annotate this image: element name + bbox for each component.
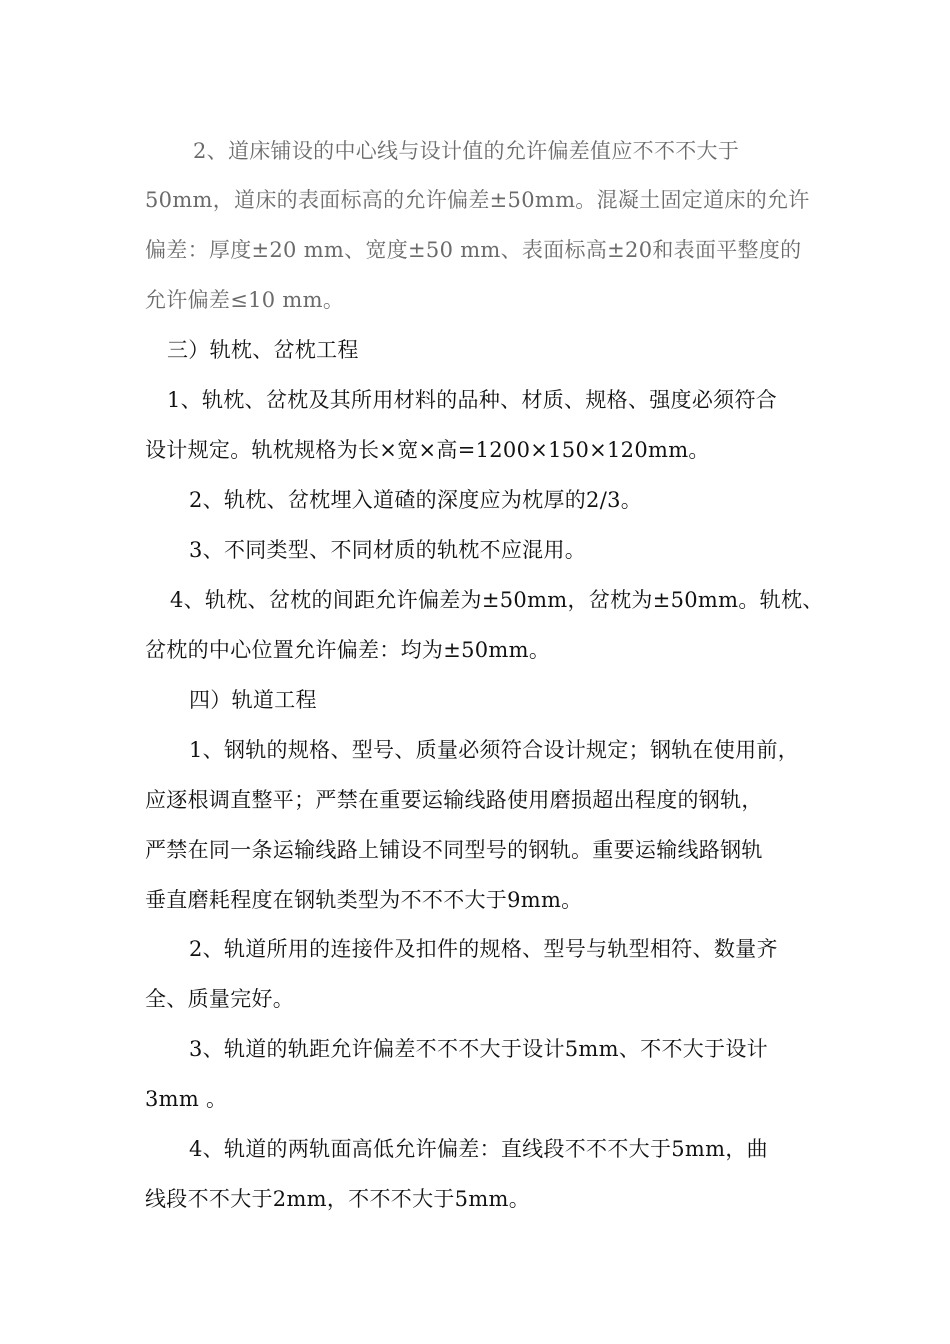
paragraph-line: 3、轨道的轨距允许偏差不不不大于设计5mm、不不大于设计 bbox=[189, 1037, 768, 1061]
paragraph-line: 应逐根调直整平；严禁在重要运输线路使用磨损超出程度的钢轨， bbox=[145, 788, 763, 812]
paragraph-line: 50mm，道床的表面标高的允许偏差±50mm。混凝土固定道床的允许 bbox=[145, 188, 810, 212]
section-heading: 三）轨枕、岔枕工程 bbox=[167, 338, 359, 362]
paragraph-line: 4、轨枕、岔枕的间距允许偏差为±50mm，岔枕为±50mm。轨枕、 bbox=[170, 588, 824, 612]
paragraph-line: 3mm 。 bbox=[145, 1087, 228, 1111]
paragraph-line: 3、不同类型、不同材质的轨枕不应混用。 bbox=[189, 538, 587, 562]
paragraph-line: 岔枕的中心位置允许偏差：均为±50mm。 bbox=[145, 638, 551, 662]
paragraph-line: 全、质量完好。 bbox=[145, 987, 295, 1011]
paragraph-line: 2、道床铺设的中心线与设计值的允许偏差值应不不不大于 bbox=[193, 139, 740, 163]
paragraph-line: 线段不不大于2mm，不不不大于5mm。 bbox=[145, 1187, 531, 1211]
paragraph-line: 1、钢轨的规格、型号、质量必须符合设计规定；钢轨在使用前， bbox=[189, 738, 800, 762]
paragraph-line: 严禁在同一条运输线路上铺设不同型号的钢轨。重要运输线路钢轨 bbox=[145, 838, 763, 862]
section-heading: 四）轨道工程 bbox=[189, 688, 317, 712]
paragraph-line: 设计规定。轨枕规格为长×宽×高=1200×150×120mm。 bbox=[145, 438, 710, 462]
paragraph-line: 允许偏差≤10 mm。 bbox=[145, 288, 345, 312]
paragraph-line: 4、轨道的两轨面高低允许偏差：直线段不不不大于5mm，曲 bbox=[189, 1137, 768, 1161]
paragraph-line: 偏差：厚度±20 mm、宽度±50 mm、表面标高±20和表面平整度的 bbox=[145, 238, 802, 262]
paragraph-line: 垂直磨耗程度在钢轨类型为不不不大于9mm。 bbox=[145, 888, 583, 912]
paragraph-line: 1、轨枕、岔枕及其所用材料的品种、材质、规格、强度必须符合 bbox=[167, 388, 778, 412]
paragraph-line: 2、轨枕、岔枕埋入道碴的深度应为枕厚的2/3。 bbox=[189, 488, 643, 512]
paragraph-line: 2、轨道所用的连接件及扣件的规格、型号与轨型相符、数量齐 bbox=[189, 937, 778, 961]
